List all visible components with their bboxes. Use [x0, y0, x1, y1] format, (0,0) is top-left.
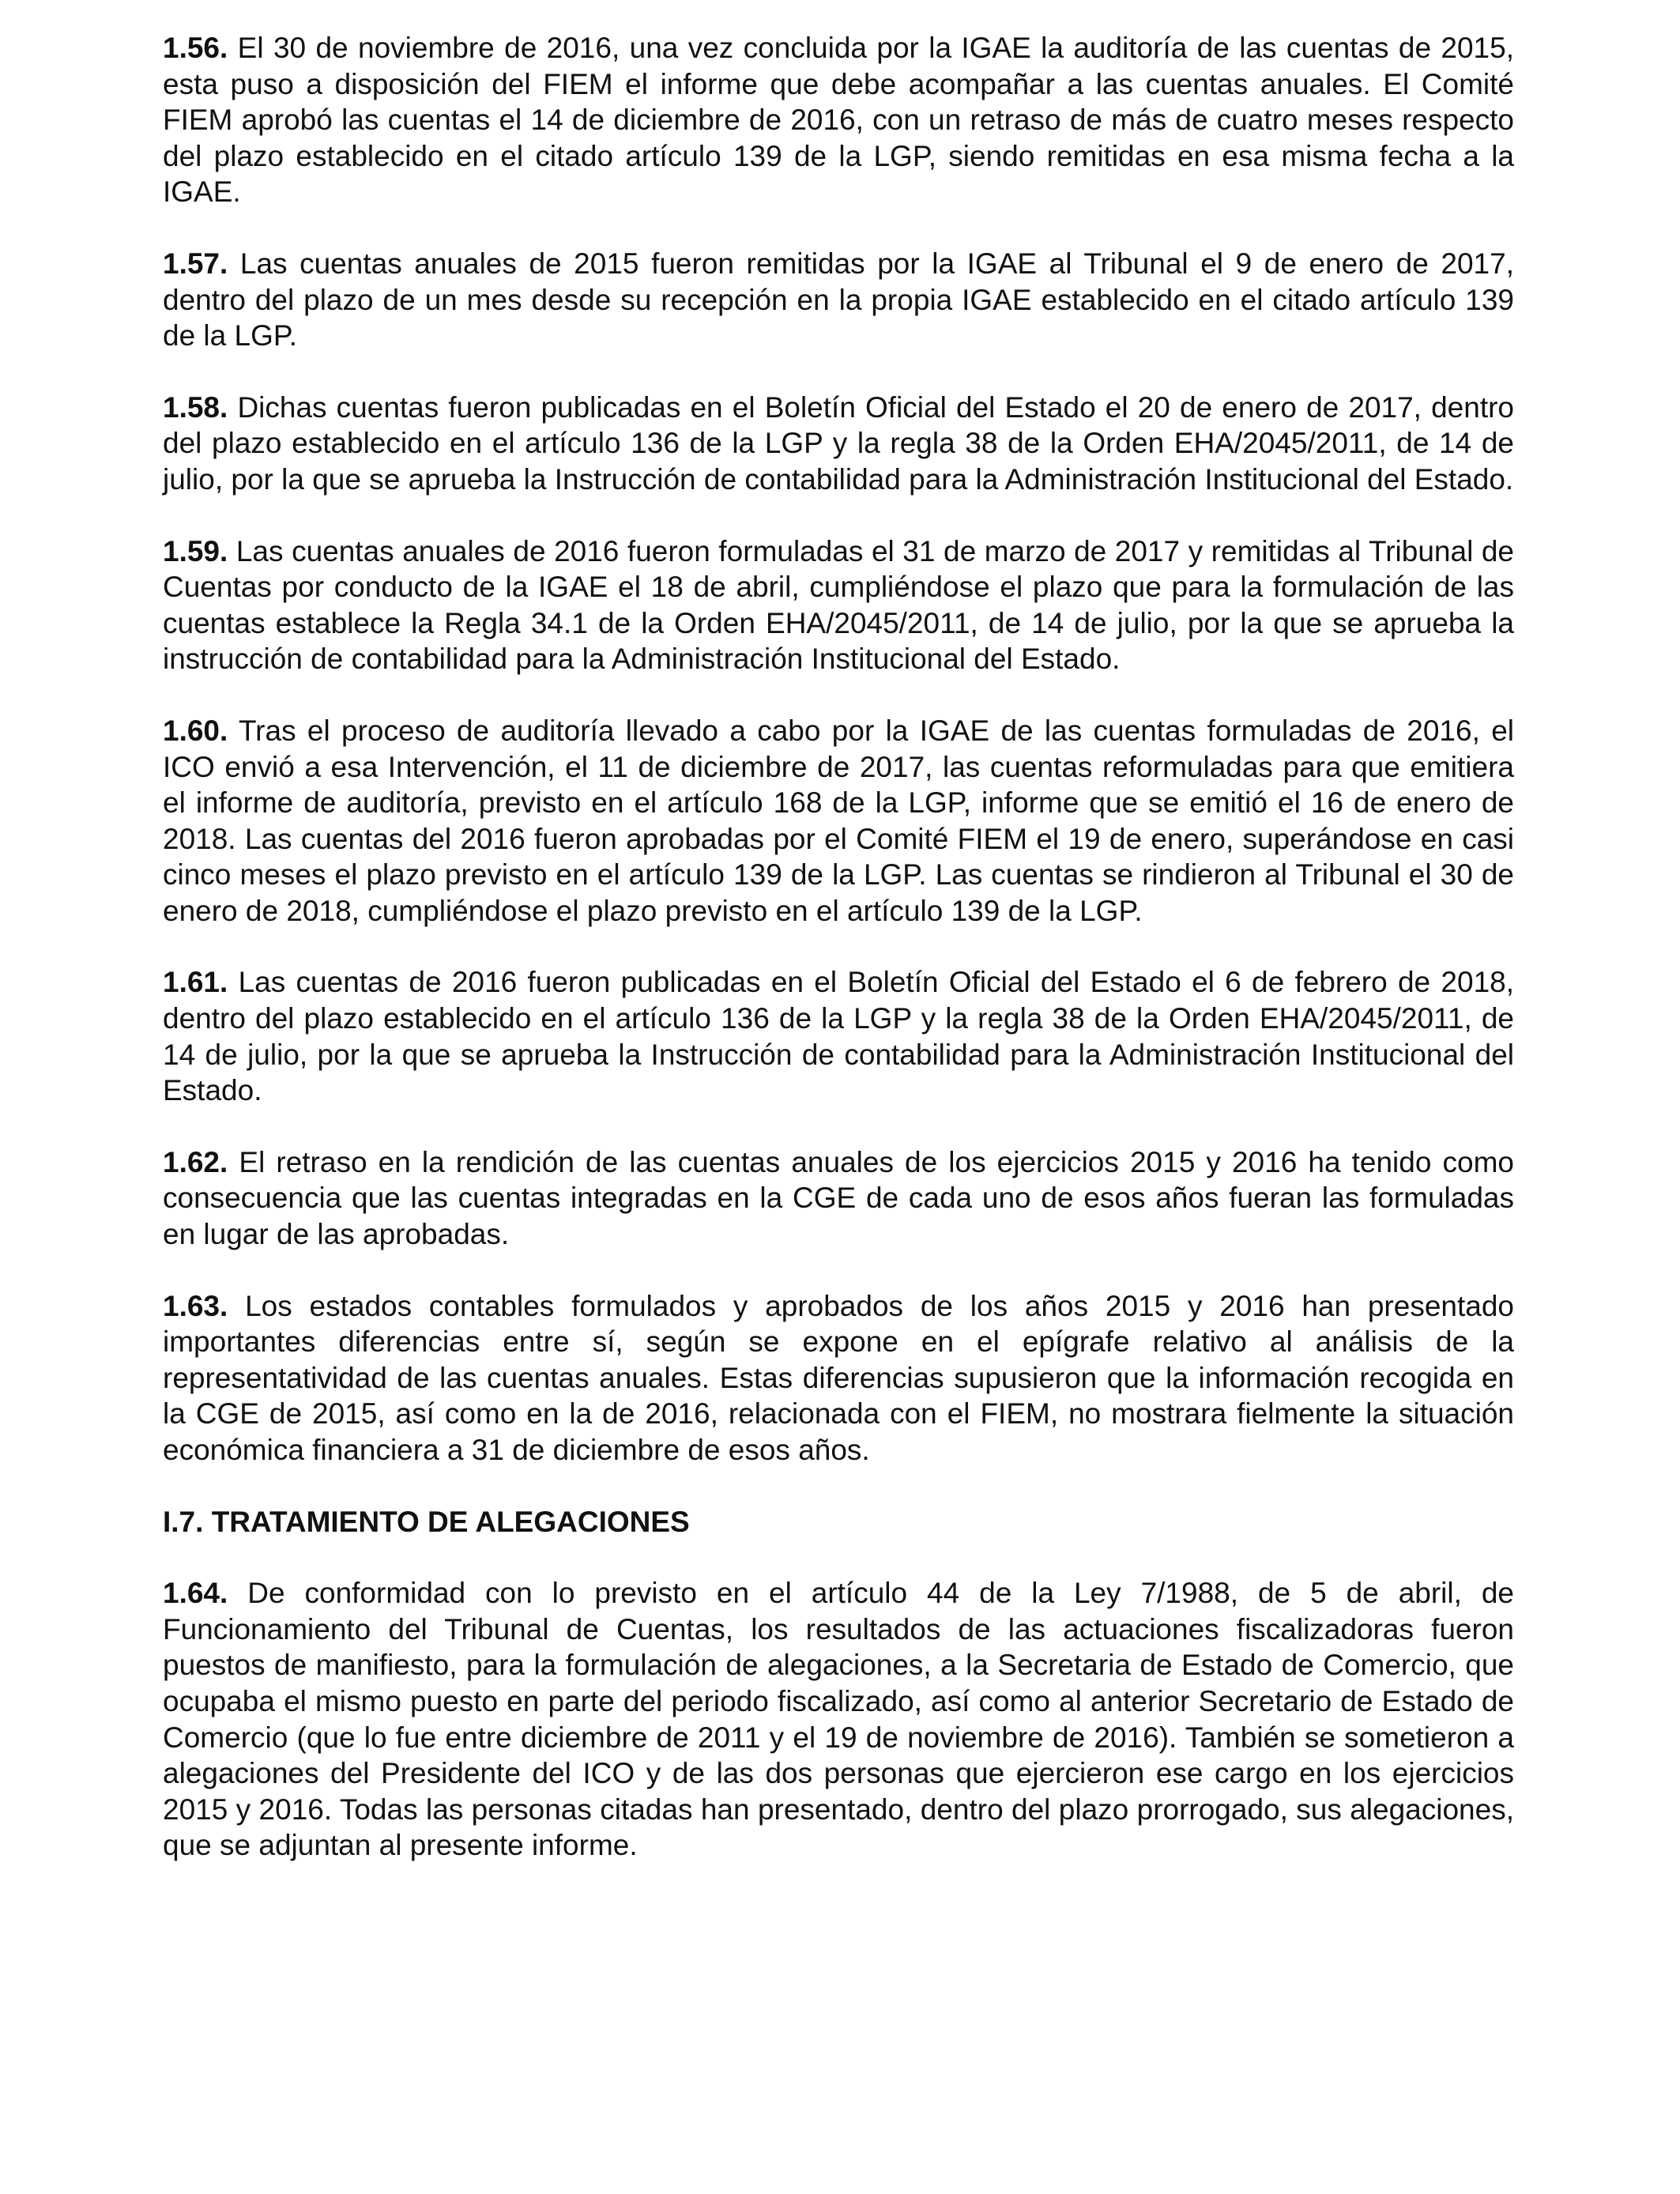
paragraph-number: 1.58. — [163, 390, 228, 424]
paragraph-text: Los estados contables formulados y aprobados de los años 2015 y 2016 han presentado importantes diferencias entre sí, según se expone en el epígrafe relativo al análisis de la representatividad de las cuentas anuales. Estas diferencias supusieron que la información recogida en la CGE de 2015, así como en la de 2016, relacionada con el FIEM, no mostrara fielmente la situación económica financiera a 31 de diciembre de esos años. — [163, 1289, 1515, 1466]
paragraph-text: Dichas cuentas fueron publicadas en el Boletín Oficial del Estado el 20 de enero de 2017, dentro del plazo establecido en el artículo 136 de la LGP y la regla 38 de la Orden EHA/2045/2011, de 14 de julio, por la que se aprueba la Instrucción de contabilidad para la Administración Institucional del Estado. — [163, 390, 1515, 496]
paragraph-text: El retraso en la rendición de las cuentas anuales de los ejercicios 2015 y 2016 ha tenido como consecuencia que las cuentas integradas en la CGE de cada uno de esos años fueran las formuladas en lugar de las aprobadas. — [163, 1145, 1514, 1251]
paragraph-1-62 — [163, 1144, 1514, 1253]
paragraph-text: Las cuentas de 2016 fueron publicadas en el Boletín Oficial del Estado el 6 de febrero de 2018, dentro del plazo establecido en el artículo 136 de la LGP y la regla 38 de la Orden EHA/2045/2011, de 14 de julio, por la que se aprueba la Instrucción de contabilidad para la Administración Institucional del Estado. — [163, 966, 1515, 1107]
paragraph-number: 1.57. — [163, 247, 228, 280]
paragraph-number: 1.63. — [163, 1289, 228, 1322]
paragraph-number: 1.64. — [163, 1577, 228, 1610]
paragraph-number: 1.60. — [163, 714, 228, 747]
paragraph-1-60 — [163, 713, 1514, 929]
paragraph-text: El 30 de noviembre de 2016, una vez concluida por la IGAE la auditoría de las cuentas de 2015, esta puso a disposición del FIEM el informe que debe acompañar a las cuentas anuales. El Comité FIEM aprobó las cuentas el 14 de diciembre de 2016, con un retraso de más de cuatro meses respecto del plazo establecido en el citado artículo 139 de la LGP, siendo remitidas en esa misma fecha a la IGAE. — [163, 32, 1514, 209]
paragraph-1-56 — [163, 30, 1514, 210]
paragraph-1-61 — [163, 964, 1514, 1108]
paragraph-number: 1.61. — [163, 966, 228, 999]
paragraph-text: Las cuentas anuales de 2016 fueron formuladas el 31 de marzo de 2017 y remitidas al Tribunal de Cuentas por conducto de la IGAE el 18 de abril, cumpliéndose el plazo que para la formulación de las cuentas establece la Regla 34.1 de la Orden EHA/2045/2011, de 14 de julio, por la que se aprueba la instrucción de contabilidad para la Administración Institucional del Estado. — [163, 534, 1515, 676]
document-page — [163, 30, 1514, 1899]
paragraph-1-59 — [163, 533, 1514, 677]
paragraph-1-63 — [163, 1288, 1514, 1468]
paragraph-text: Las cuentas anuales de 2015 fueron remitidas por la IGAE al Tribunal el 9 de enero de 2017, dentro del plazo de un mes desde su recepción en la propia IGAE establecido en el citado artículo 139 de la LGP. — [163, 247, 1514, 352]
paragraph-text: De conformidad con lo previsto en el artículo 44 de la Ley 7/1988, de 5 de abril, de Funcionamiento del Tribunal de Cuentas, los resultados de las actuaciones fiscalizadoras fueron puestos de manifiesto, para la formulación de alegaciones, a la Secretaria de Estado de Comercio, que ocupaba el mismo puesto en parte del periodo fiscalizado, así como al anterior Secretario de Estado de Comercio (que lo fue entre diciembre de 2011 y el 19 de noviembre de 2016). También se sometieron a alegaciones del Presidente del ICO y de las dos personas que ejercieron ese cargo en los ejercicios 2015 y 2016. Todas las personas citadas han presentado, dentro del plazo prorrogado, sus alegaciones, que se adjuntan al presente informe. — [163, 1577, 1514, 1862]
paragraph-number: 1.56. — [163, 32, 228, 64]
paragraph-1-57 — [163, 246, 1514, 354]
paragraph-1-58 — [163, 390, 1514, 498]
paragraph-1-64 — [163, 1575, 1514, 1864]
paragraph-text: Tras el proceso de auditoría llevado a cabo por la IGAE de las cuentas formuladas de 2016, el ICO envió a esa Intervención, el 11 de diciembre de 2017, las cuentas reformuladas para que emitiera el informe de auditoría, previsto en el artículo 168 de la LGP, informe que se emitió el 16 de enero de 2018. Las cuentas del 2016 fueron aprobadas por el Comité FIEM el 19 de enero, superándose en casi cinco meses el plazo previsto en el artículo 139 de la LGP. Las cuentas se rindieron al Tribunal el 30 de enero de 2018, cumpliéndose el plazo previsto en el artículo 139 de la LGP. — [163, 714, 1514, 927]
paragraph-number: 1.59. — [163, 534, 228, 567]
paragraph-number: 1.62. — [163, 1145, 228, 1178]
section-heading: I.7. TRATAMIENTO DE ALEGACIONES — [163, 1505, 690, 1538]
